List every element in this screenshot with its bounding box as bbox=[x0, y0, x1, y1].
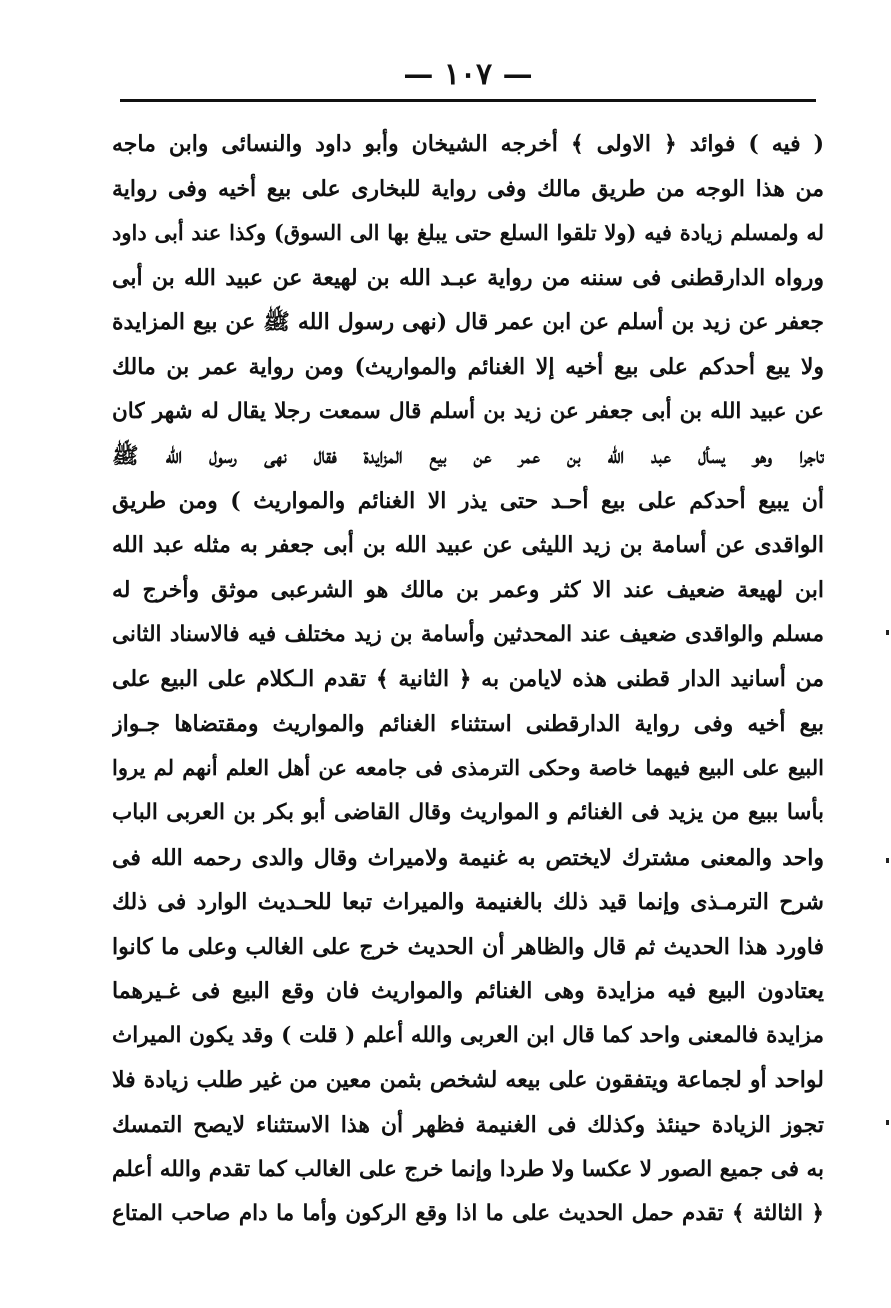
text-line: من أسانيد الدار قطنى هذه لايامن به ﴿ الثانية ﴾ تقدم الـكلام على البيع على bbox=[112, 666, 824, 693]
text-line: به فى جميع الصور لا عكسا ولا طردا وإنما خرج على الغالب كما تقدم والله أعلم bbox=[112, 1156, 824, 1182]
text-line: له ولمسلم زيادة فيه (ولا تلقوا السلع حتى يبلغ بها الى السوق) وكذا عند أبى داود bbox=[112, 220, 824, 246]
text-line: البيع على البيع فيهما خاصة وحكى الترمذى فى جامعه عن أهل العلم أنهم لم يروا bbox=[112, 755, 824, 781]
scan-speck bbox=[886, 858, 889, 863]
page-header bbox=[120, 55, 816, 99]
text-line: يعتادون البيع فيه مزايدة وهى الغنائم والمواريث فان وقع البيع فى غـيرهما bbox=[112, 978, 824, 1005]
text-line: من هذا الوجه من طريق مالك وفى رواية للبخارى على بيع أخيه وفى رواية bbox=[112, 175, 824, 202]
text-line: بيع أخيه وفى رواية الدارقطنى استثناء الغنائم والمواريث ومقتضاها جـواز bbox=[112, 710, 824, 737]
scan-speck bbox=[886, 630, 889, 635]
header-rule bbox=[120, 99, 816, 102]
text-line: ولا يبع أحدكم على بيع أخيه إلا الغنائم والمواريث) ومن رواية عمر بن مالك bbox=[112, 353, 824, 380]
page-number: — ١٠٧ — bbox=[403, 57, 533, 92]
text-line: واحد والمعنى مشترك لايختص به غنيمة ولاميراث وقال والدى رحمه الله فى bbox=[112, 844, 824, 871]
text-line: جعفر عن زيد بن أسلم عن ابن عمر قال (نهى رسول الله ﷺ عن بيع المزايدة bbox=[112, 309, 824, 336]
text-line: أن يبيع أحدكم على بيع أحـد حتى يذر الا الغنائم والمواريث ) ومن طريق bbox=[112, 487, 824, 514]
body-text bbox=[112, 122, 824, 1237]
text-line: ﴿ الثالثة ﴾ تقدم حمل الحديث على ما اذا وقع الركون وأما ما دام صاحب المتاع bbox=[112, 1201, 824, 1227]
text-line: الواقدى عن أسامة بن زيد الليثى عن عبيد الله بن أبى جعفر به مثله عبد الله bbox=[112, 532, 824, 559]
text-line: ( فيه ) فوائد ﴿ الاولى ﴾ أخرجه الشيخان وأبو داود والنسائى وابن ماجه bbox=[112, 131, 824, 157]
text-line: بأسا ببيع من يزيد فى الغنائم و المواريث وقال القاضى أبو بكر بن العربى الباب bbox=[112, 799, 824, 825]
text-line: شرح الترمـذى وإنما قيد ذلك بالغنيمة والميراث تبعا للحـديث الوارد فى ذلك bbox=[112, 889, 824, 916]
text-line: ابن لهيعة ضعيف عند الا كثر وعمر بن مالك هو الشرعبى موثق وأخرج له bbox=[112, 576, 824, 603]
text-line: تاجرا وهو يسأل عبد الله بن عمر عن بيع المزايدة فقال نهى رسول الله ﷺ bbox=[112, 443, 824, 470]
text-line: عن عبيد الله بن أبى جعفر عن زيد بن أسلم قال سمعت رجلا يقال له شهر كان bbox=[112, 398, 824, 424]
scan-speck bbox=[886, 1120, 889, 1125]
text-line: لواحد أو لجماعة ويتفقون على بيعه لشخص بثمن معين من غير طلب زيادة فلا bbox=[112, 1067, 824, 1094]
text-line: مزايدة فالمعنى واحد كما قال ابن العربى والله أعلم ( قلت ) وقد يكون الميراث bbox=[112, 1022, 824, 1048]
text-line: مسلم والواقدى ضعيف عند المحدثين وأسامة بن زيد مختلف فيه فالاسناد الثانى bbox=[112, 621, 824, 647]
text-line: ورواه الدارقطنى فى سننه من رواية عبـد الله بن لهيعة عن عبيد الله بن أبى bbox=[112, 264, 824, 291]
text-line: تجوز الزيادة حينئذ وكذلك فى الغنيمة فظهر أن هذا الاستثناء لايصح التمسك bbox=[112, 1112, 824, 1139]
text-line: فاورد هذا الحديث ثم قال والظاهر أن الحديث خرج على الغالب وعلى ما كانوا bbox=[112, 933, 824, 960]
